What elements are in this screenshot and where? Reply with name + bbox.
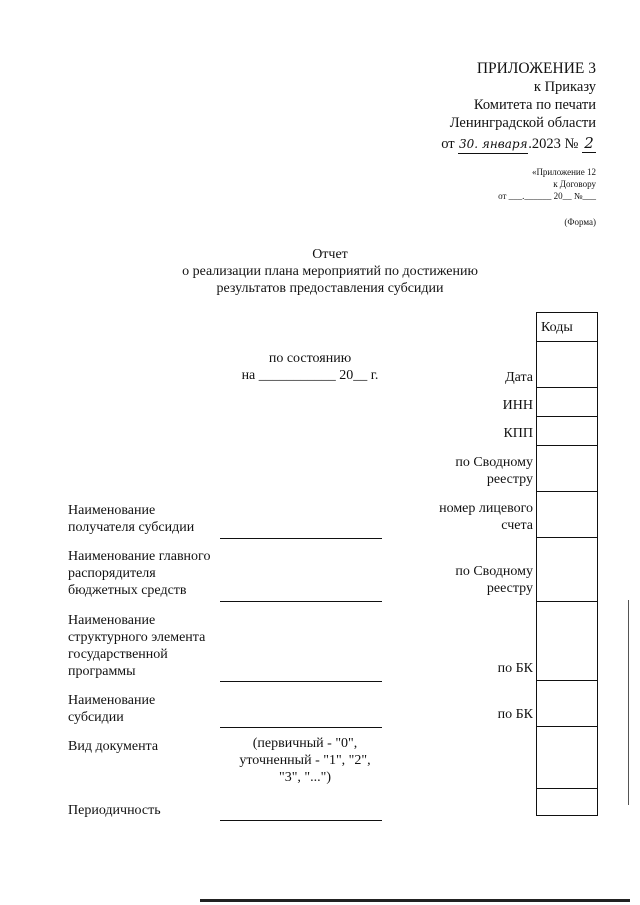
label-manager-c: бюджетных средств bbox=[68, 583, 187, 598]
handwritten-date: 30. января bbox=[458, 135, 528, 154]
region-name: Ленинградской области bbox=[449, 115, 596, 131]
doctype-note-line-3: "3", "...") bbox=[278, 770, 332, 785]
label-manager-a: Наименование главного bbox=[68, 549, 211, 564]
codes-header-cell bbox=[536, 312, 598, 342]
committee-name: Комитета по печати bbox=[473, 97, 596, 113]
code-cell-svod1[interactable] bbox=[536, 445, 598, 492]
label-account-b: счета bbox=[501, 518, 533, 533]
label-svod1-b: реестру bbox=[486, 472, 533, 487]
state-line-1: по состоянию bbox=[268, 351, 352, 366]
recipient-fill-line[interactable] bbox=[220, 538, 382, 539]
label-svod2-b: реестру bbox=[486, 581, 533, 596]
code-cell-account[interactable] bbox=[536, 491, 598, 538]
order-year: .2023 bbox=[528, 136, 561, 152]
label-svod1 bbox=[393, 454, 533, 488]
title-line-1: Отчет bbox=[312, 247, 348, 262]
label-periodicity: Периодичность bbox=[68, 803, 161, 818]
code-cell-doctype[interactable] bbox=[536, 726, 598, 789]
label-struct-b: структурного элемента bbox=[68, 630, 206, 645]
label-svod2-a: по Сводному bbox=[455, 564, 533, 579]
label-account bbox=[373, 500, 533, 534]
code-cell-svod2[interactable] bbox=[536, 537, 598, 602]
appendix-header bbox=[296, 60, 596, 154]
periodicity-fill-line[interactable] bbox=[220, 820, 382, 821]
label-date: Дата bbox=[505, 370, 533, 385]
label-recipient-a: Наименование bbox=[68, 503, 156, 518]
doctype-note bbox=[210, 735, 400, 786]
doctype-note-line-1: (первичный - "0", bbox=[252, 736, 358, 751]
label-inn: ИНН bbox=[502, 398, 533, 413]
state-line-2: на ___________ 20__ г. bbox=[241, 368, 379, 383]
contract-reference bbox=[396, 166, 596, 202]
label-manager-b: распорядителя bbox=[68, 566, 156, 581]
to-contract: к Договору bbox=[553, 179, 596, 189]
handwritten-number: 2 bbox=[582, 134, 596, 153]
state-block bbox=[200, 350, 420, 384]
label-manager bbox=[68, 548, 228, 599]
code-cell-kpp[interactable] bbox=[536, 416, 598, 446]
title-line-3: результатов предоставления субсидии bbox=[216, 281, 444, 296]
label-svod2 bbox=[393, 563, 533, 597]
code-cell-inn[interactable] bbox=[536, 387, 598, 417]
label-bk1: по БК bbox=[497, 661, 533, 676]
order-date-line bbox=[296, 134, 596, 154]
label-doctype: Вид документа bbox=[68, 739, 159, 754]
struct-fill-line[interactable] bbox=[220, 681, 382, 682]
appendix-number: ПРИЛОЖЕНИЕ 3 bbox=[476, 60, 596, 77]
number-label: № bbox=[564, 136, 579, 152]
label-struct-c: государственной bbox=[68, 647, 168, 662]
date-prefix: от bbox=[441, 136, 455, 152]
label-subsidy bbox=[68, 692, 228, 726]
subsidy-fill-line[interactable] bbox=[220, 727, 382, 728]
label-subsidy-b: субсидии bbox=[68, 710, 124, 725]
label-svod1-a: по Сводному bbox=[455, 455, 533, 470]
contract-date-line: от ___.______ 20__ №___ bbox=[498, 191, 596, 201]
label-struct-a: Наименование bbox=[68, 613, 156, 628]
form-label: (Форма) bbox=[564, 217, 596, 227]
label-struct-d: программы bbox=[68, 664, 136, 679]
scan-edge-bottom bbox=[200, 899, 630, 902]
manager-fill-line[interactable] bbox=[220, 601, 382, 602]
codes-header: Коды bbox=[541, 320, 573, 335]
label-kpp: КПП bbox=[503, 426, 533, 441]
label-subsidy-a: Наименование bbox=[68, 693, 156, 708]
label-recipient bbox=[68, 502, 228, 536]
contract-appendix: «Приложение 12 bbox=[531, 167, 596, 177]
code-cell-date[interactable] bbox=[536, 341, 598, 388]
report-title bbox=[130, 246, 530, 297]
label-recipient-b: получателя субсидии bbox=[68, 520, 195, 535]
label-bk2: по БК bbox=[497, 707, 533, 722]
scan-edge-right bbox=[628, 600, 629, 805]
label-struct bbox=[68, 612, 228, 680]
to-order: к Приказу bbox=[533, 79, 596, 95]
code-cell-bk1[interactable] bbox=[536, 601, 598, 681]
label-account-a: номер лицевого bbox=[439, 501, 533, 516]
code-cell-bk2[interactable] bbox=[536, 680, 598, 727]
doctype-note-line-2: уточненный - "1", "2", bbox=[239, 753, 371, 768]
code-cell-periodicity[interactable] bbox=[536, 788, 598, 816]
title-line-2: о реализации плана мероприятий по достижению bbox=[182, 264, 478, 279]
